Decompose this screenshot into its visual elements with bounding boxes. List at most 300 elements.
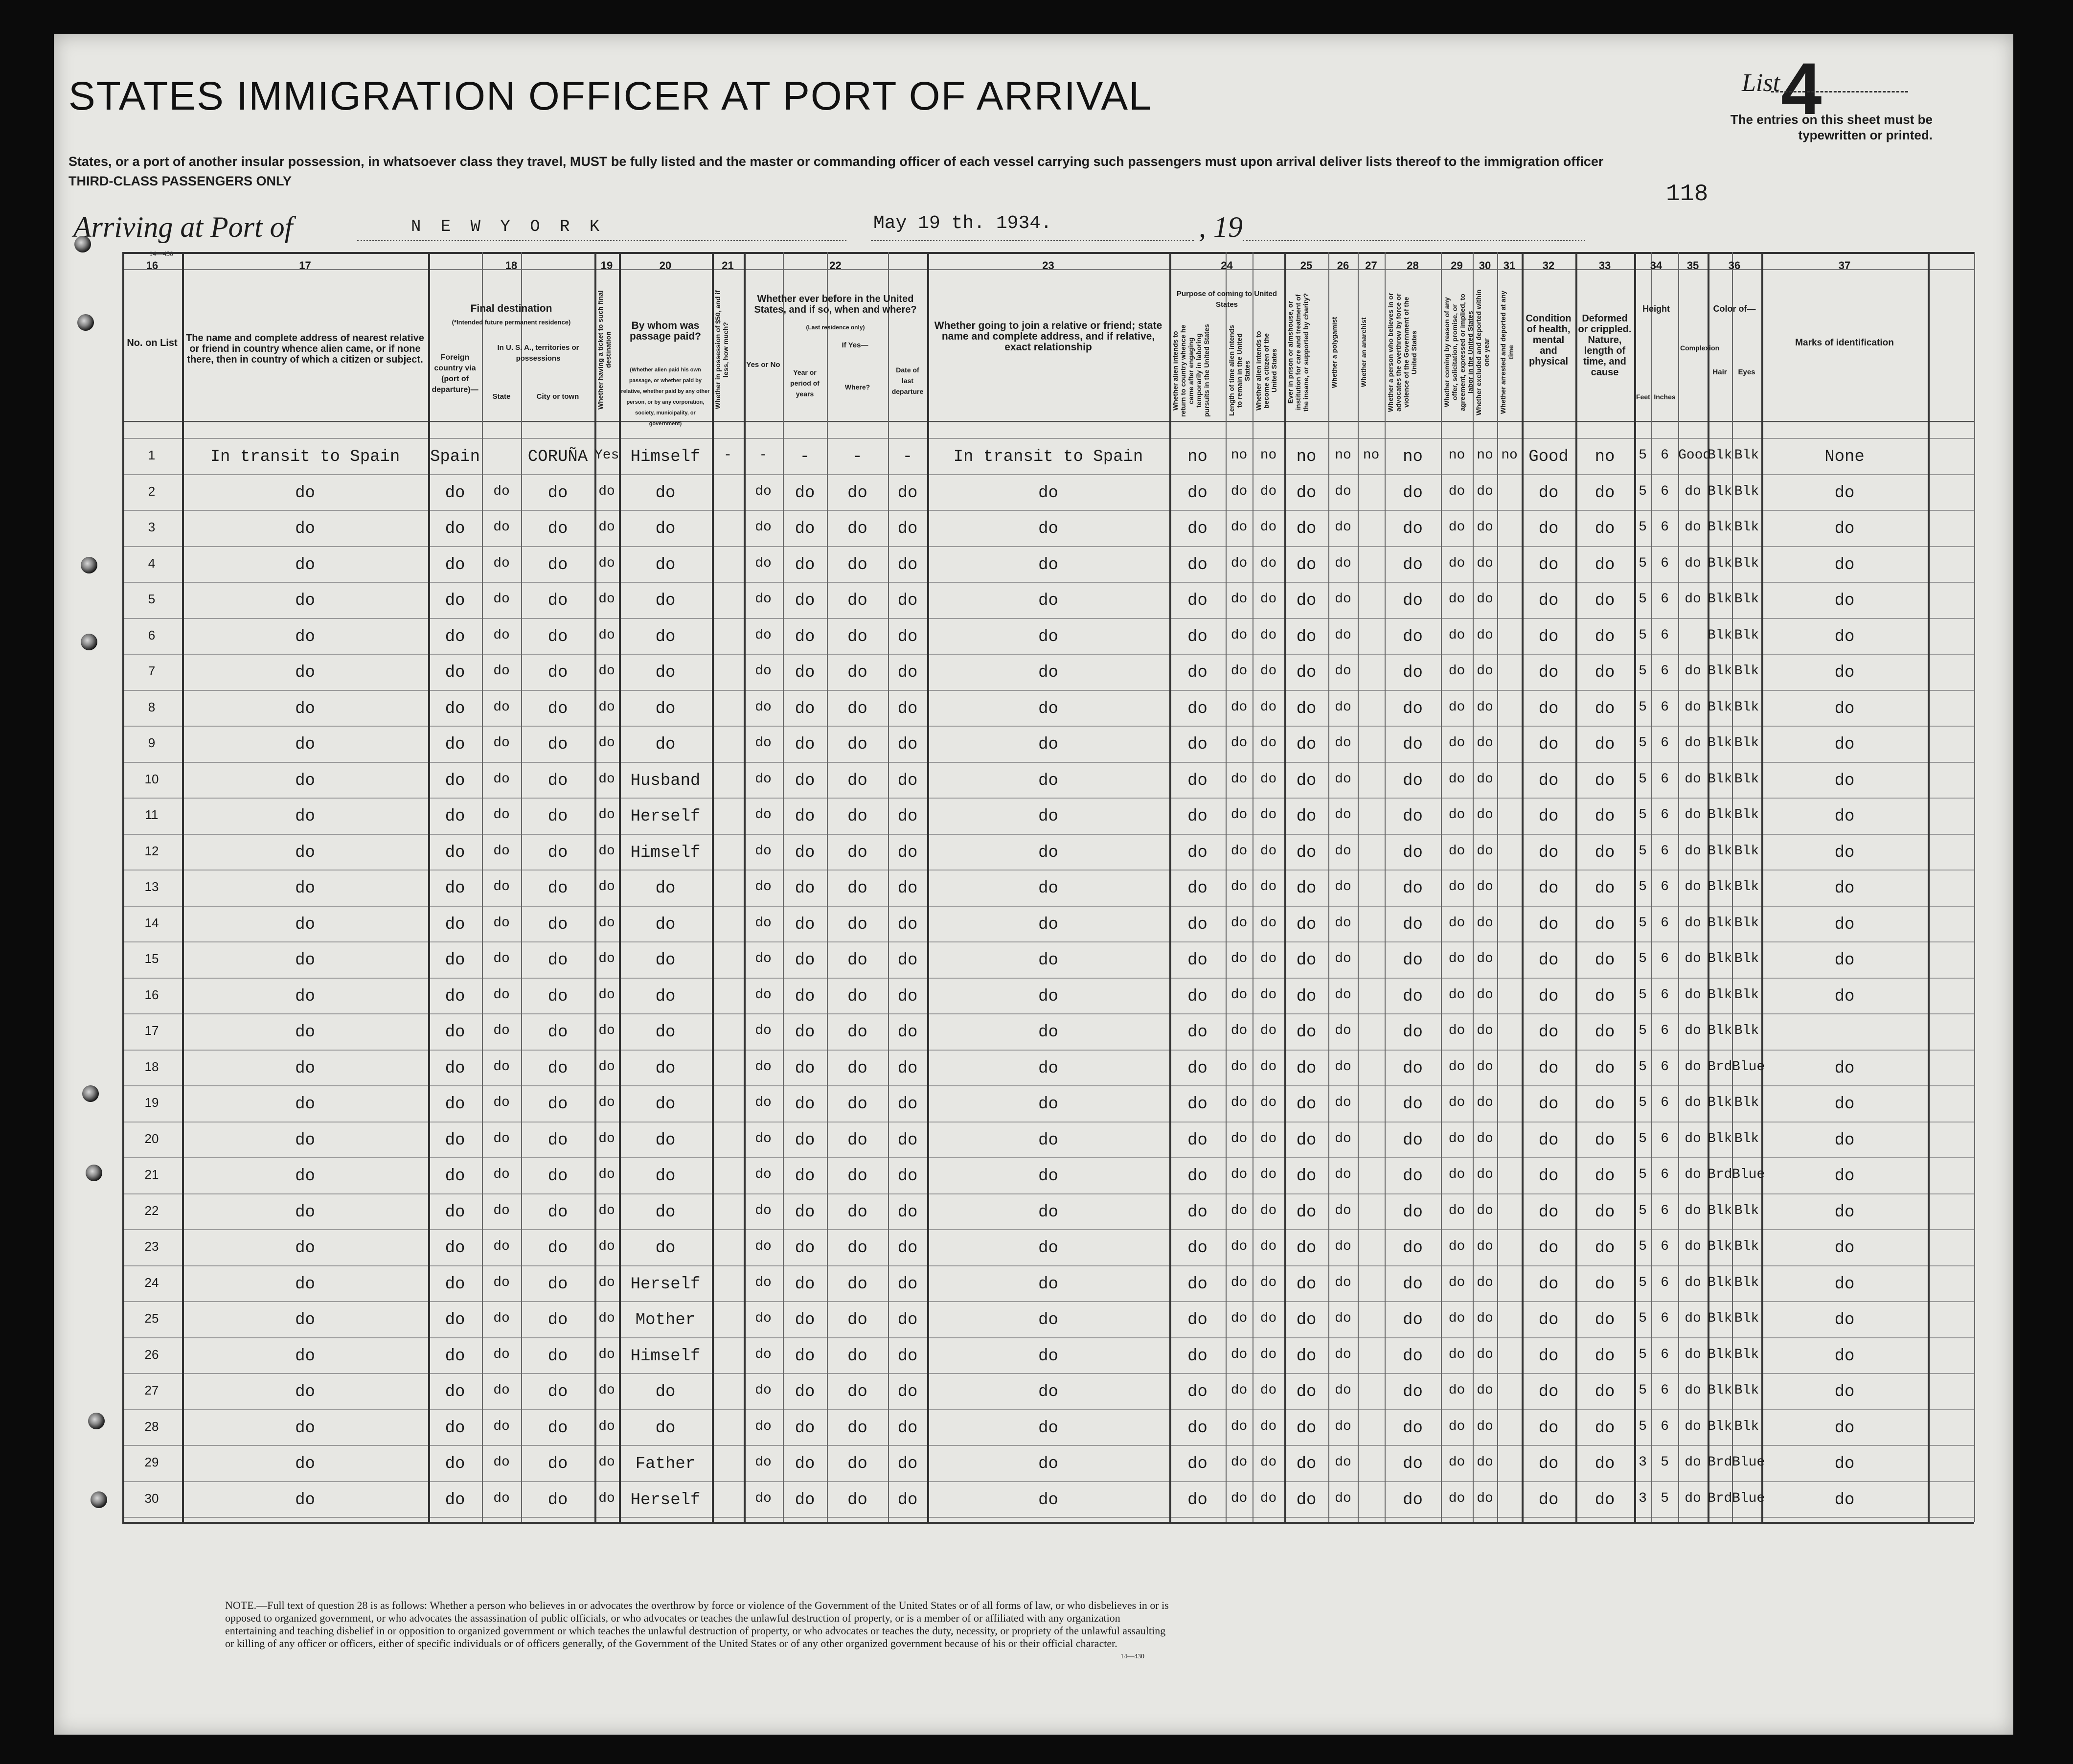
- cell-date: do: [897, 1059, 918, 1078]
- cell-state: do: [493, 916, 510, 931]
- cell-c28: do: [1403, 1095, 1423, 1114]
- column-heading: Whether excluded and deported within one year: [1475, 289, 1490, 415]
- cell-join: do: [1038, 592, 1058, 610]
- cell-c28: do: [1403, 916, 1423, 934]
- cell-eyes: Blk: [1734, 987, 1759, 1003]
- cell-feet: 5: [1639, 951, 1647, 966]
- cell-prison: do: [1296, 484, 1317, 503]
- cell-ticket: do: [598, 1491, 615, 1506]
- cell-hair: Blk: [1708, 1383, 1732, 1398]
- cell-p1: do: [1187, 1059, 1207, 1078]
- cell-hair: Blk: [1708, 1095, 1732, 1110]
- cell-marks: do: [1834, 1275, 1855, 1294]
- binding-hole: [86, 1165, 102, 1181]
- cell-state: do: [493, 1059, 510, 1075]
- cell-country: do: [445, 1095, 465, 1114]
- cell-c28: do: [1403, 1311, 1423, 1329]
- cell-ticket: do: [598, 951, 615, 966]
- cell-inches: 6: [1661, 1203, 1669, 1218]
- cell-c30: do: [1477, 1023, 1493, 1038]
- cell-deform: do: [1595, 700, 1615, 718]
- row-number: 26: [144, 1347, 159, 1362]
- cell-prison: do: [1296, 1203, 1317, 1222]
- cell-rel: do: [295, 916, 315, 934]
- cell-state: do: [493, 1131, 510, 1146]
- cell-health: do: [1538, 1059, 1559, 1078]
- cell-inches: 6: [1661, 951, 1669, 966]
- cell-rel: do: [295, 1419, 315, 1438]
- cell-feet: 5: [1639, 1059, 1647, 1075]
- binding-hole: [82, 1085, 99, 1102]
- cell-c30: do: [1477, 879, 1493, 894]
- cell-date: do: [897, 1131, 918, 1150]
- cell-p1: do: [1187, 844, 1207, 862]
- cell-city: do: [547, 1383, 568, 1401]
- cell-eyes: Blue: [1732, 1059, 1765, 1075]
- cell-c28: do: [1403, 1203, 1423, 1222]
- cell-year: do: [795, 556, 815, 574]
- cell-rel: do: [295, 1167, 315, 1186]
- cell-rel: do: [295, 951, 315, 970]
- cell-city: do: [547, 844, 568, 862]
- cell-paid: do: [655, 1383, 676, 1401]
- cell-health: do: [1538, 951, 1559, 970]
- cell-c30: do: [1477, 987, 1493, 1003]
- cell-country: do: [445, 556, 465, 574]
- cell-date: do: [897, 1491, 918, 1510]
- subtitle-class: THIRD-CLASS PASSENGERS ONLY: [68, 174, 292, 188]
- cell-date: do: [897, 916, 918, 934]
- cell-p2: do: [1230, 1167, 1248, 1182]
- column-heading: Whether going to join a relative or friend; state name and complete address, and if relative, exact relationship: [934, 320, 1162, 353]
- cell-where: do: [847, 1167, 867, 1186]
- column-heading: Purpose of coming to United States: [1177, 290, 1277, 309]
- cell-join: do: [1038, 1203, 1058, 1222]
- cell-p2: do: [1230, 1419, 1248, 1434]
- cell-deform: do: [1595, 1167, 1615, 1186]
- cell-complexion: do: [1685, 592, 1701, 607]
- cell-feet: 5: [1639, 1419, 1647, 1434]
- cell-marks: do: [1834, 1203, 1855, 1222]
- cell-paid: Himself: [630, 448, 701, 466]
- cell-inches: 6: [1661, 844, 1669, 859]
- column-heading: Hair: [1712, 368, 1727, 376]
- cell-marks: do: [1834, 556, 1855, 574]
- cell-p1: do: [1187, 1131, 1207, 1150]
- cell-poly: no: [1335, 448, 1351, 463]
- row-rule: [122, 1301, 1974, 1302]
- cell-year: do: [795, 664, 815, 682]
- cell-country: do: [445, 987, 465, 1006]
- cell-country: do: [445, 520, 465, 538]
- cell-inches: 6: [1661, 1347, 1669, 1362]
- cell-complexion: do: [1685, 844, 1701, 859]
- cell-join: do: [1038, 1455, 1058, 1473]
- cell-c29: do: [1448, 556, 1465, 571]
- column-number: 25: [1300, 259, 1313, 272]
- cell-health: do: [1538, 987, 1559, 1006]
- cell-hair: Brd: [1708, 1167, 1732, 1182]
- cell-date: do: [897, 484, 918, 503]
- cell-city: do: [547, 700, 568, 718]
- cell-health: do: [1538, 772, 1559, 790]
- cell-date: do: [897, 520, 918, 538]
- cell-p1: do: [1187, 628, 1207, 646]
- cell-health: do: [1538, 664, 1559, 682]
- row-number: 9: [148, 735, 156, 750]
- cell-health: do: [1538, 1455, 1559, 1473]
- cell-hair: Blk: [1708, 664, 1732, 679]
- cell-country: do: [445, 1131, 465, 1150]
- cell-prison: do: [1296, 772, 1317, 790]
- cell-c30: do: [1477, 1455, 1493, 1470]
- cell-feet: 5: [1639, 484, 1647, 499]
- cell-where: do: [847, 807, 867, 826]
- cell-p3: do: [1260, 664, 1277, 679]
- cell-feet: 5: [1639, 448, 1647, 463]
- cell-year: do: [795, 772, 815, 790]
- cell-city: do: [547, 664, 568, 682]
- cell-before: do: [755, 1239, 772, 1254]
- cell-join: do: [1038, 735, 1058, 754]
- cell-country: do: [445, 772, 465, 790]
- cell-year: do: [795, 735, 815, 754]
- cell-inches: 6: [1661, 1059, 1669, 1075]
- cell-date: -: [902, 448, 913, 466]
- cell-marks: do: [1834, 1347, 1855, 1366]
- date-value: May 19 th. 1934.: [873, 213, 1052, 234]
- row-rule: [122, 438, 1974, 439]
- cell-poly: do: [1335, 1023, 1351, 1038]
- cell-where: do: [847, 484, 867, 503]
- cell-where: do: [847, 844, 867, 862]
- cell-prison: do: [1296, 628, 1317, 646]
- cell-where: do: [847, 700, 867, 718]
- column-rule: [1974, 252, 1975, 1522]
- cell-feet: 5: [1639, 844, 1647, 859]
- cell-paid: do: [655, 484, 676, 503]
- cell-inches: 6: [1661, 484, 1669, 499]
- cell-eyes: Blk: [1734, 484, 1759, 499]
- cell-p3: do: [1260, 987, 1277, 1003]
- cell-complexion: do: [1685, 1131, 1701, 1146]
- cell-c30: do: [1477, 916, 1493, 931]
- cell-state: do: [493, 1383, 510, 1398]
- cell-feet: 5: [1639, 807, 1647, 823]
- cell-feet: 5: [1639, 1203, 1647, 1218]
- cell-p3: do: [1260, 735, 1277, 751]
- cell-c29: do: [1448, 1203, 1465, 1218]
- cell-c28: do: [1403, 879, 1423, 898]
- cell-c29: do: [1448, 628, 1465, 643]
- cell-c28: do: [1403, 592, 1423, 610]
- cell-deform: do: [1595, 592, 1615, 610]
- cell-p2: do: [1230, 1203, 1248, 1218]
- cell-deform: do: [1595, 1095, 1615, 1114]
- cell-country: do: [445, 1275, 465, 1294]
- row-rule: [122, 1373, 1974, 1374]
- cell-c29: do: [1448, 1347, 1465, 1362]
- cell-where: do: [847, 772, 867, 790]
- cell-state: do: [493, 987, 510, 1003]
- row-number: 7: [148, 664, 156, 678]
- cell-c28: do: [1403, 987, 1423, 1006]
- cell-prison: do: [1296, 1095, 1317, 1114]
- cell-year: do: [795, 1131, 815, 1150]
- cell-p1: do: [1187, 1383, 1207, 1401]
- cell-paid: Herself: [630, 1491, 701, 1510]
- column-heading: Ever in prison or almshouse, or institution for care and treatment of the insane, or supported by charity?: [1286, 293, 1310, 412]
- cell-hair: Blk: [1708, 520, 1732, 535]
- cell-feet: 5: [1639, 1311, 1647, 1326]
- cell-date: do: [897, 1455, 918, 1473]
- column-heading: Whether coming by reason of any offer, solicitation, promise, or agreement, expressed or implied, to labor in the United States: [1443, 294, 1474, 411]
- column-heading: Date of last departure: [891, 366, 924, 395]
- row-number: 13: [144, 879, 159, 894]
- cell-p1: do: [1187, 1239, 1207, 1258]
- column-heading: Whether alien intends to become a citizen of the United States: [1254, 331, 1278, 411]
- row-number: 21: [144, 1167, 159, 1182]
- cell-where: do: [847, 879, 867, 898]
- cell-rel: In transit to Spain: [210, 448, 400, 466]
- cell-prison: do: [1296, 1347, 1317, 1366]
- cell-c29: do: [1448, 520, 1465, 535]
- column-number: 18: [505, 259, 518, 272]
- cell-poly: do: [1335, 916, 1351, 931]
- cell-eyes: Blk: [1734, 916, 1759, 931]
- row-number: 11: [145, 807, 159, 822]
- cell-c29: do: [1448, 664, 1465, 679]
- cell-p3: do: [1260, 520, 1277, 535]
- row-rule: [122, 1229, 1974, 1230]
- cell-eyes: Blue: [1732, 1167, 1765, 1182]
- cell-p3: do: [1260, 700, 1277, 715]
- row-number: 16: [144, 987, 159, 1002]
- cell-eyes: Blk: [1734, 592, 1759, 607]
- cell-health: do: [1538, 1167, 1559, 1186]
- cell-city: do: [547, 807, 568, 826]
- cell-where: do: [847, 664, 867, 682]
- cell-country: do: [445, 484, 465, 503]
- cell-where: do: [847, 916, 867, 934]
- cell-p3: do: [1260, 1059, 1277, 1075]
- cell-ticket: do: [598, 628, 615, 643]
- column-number: 31: [1503, 259, 1516, 272]
- cell-p1: do: [1187, 1275, 1207, 1294]
- cell-before: do: [755, 1455, 772, 1470]
- cell-where: do: [847, 1311, 867, 1329]
- cell-where: do: [847, 1095, 867, 1114]
- cell-year: do: [795, 1383, 815, 1401]
- cell-rel: do: [295, 1491, 315, 1510]
- cell-year: do: [795, 1095, 815, 1114]
- cell-before: do: [755, 1023, 772, 1038]
- cell-ticket: do: [598, 1059, 615, 1075]
- cell-rel: do: [295, 1239, 315, 1258]
- cell-paid: Father: [635, 1455, 696, 1473]
- cell-hair: Blk: [1708, 1203, 1732, 1218]
- cell-poly: do: [1335, 1095, 1351, 1110]
- cell-country: do: [445, 844, 465, 862]
- cell-hair: Blk: [1708, 448, 1732, 463]
- cell-poly: do: [1335, 735, 1351, 751]
- cell-p2: do: [1230, 916, 1248, 931]
- cell-ticket: do: [598, 1203, 615, 1218]
- cell-marks: do: [1834, 1491, 1855, 1510]
- cell-date: do: [897, 1419, 918, 1438]
- cell-rel: do: [295, 1455, 315, 1473]
- cell-p1: do: [1187, 700, 1207, 718]
- cell-prison: no: [1296, 448, 1317, 466]
- row-number: 29: [144, 1455, 159, 1469]
- cell-complexion: do: [1685, 735, 1701, 751]
- cell-c29: do: [1448, 1275, 1465, 1290]
- sheet-instructions: The entries on this sheet must be typewritten or printed.: [1730, 112, 1933, 142]
- cell-marks: do: [1834, 700, 1855, 718]
- cell-poly: do: [1335, 628, 1351, 643]
- cell-feet: 3: [1639, 1455, 1647, 1470]
- cell-poly: do: [1335, 592, 1351, 607]
- cell-deform: do: [1595, 556, 1615, 574]
- cell-p2: do: [1230, 1239, 1248, 1254]
- cell-deform: do: [1595, 1455, 1615, 1473]
- cell-c28: do: [1403, 1347, 1423, 1366]
- cell-complexion: do: [1685, 1239, 1701, 1254]
- cell-city: do: [547, 916, 568, 934]
- cell-ticket: do: [598, 1167, 615, 1182]
- cell-state: do: [493, 1023, 510, 1038]
- cell-feet: 5: [1639, 1095, 1647, 1110]
- cell-rel: do: [295, 700, 315, 718]
- cell-p3: do: [1260, 1275, 1277, 1290]
- cell-feet: 5: [1639, 520, 1647, 535]
- cell-c28: do: [1403, 628, 1423, 646]
- cell-poly: do: [1335, 1131, 1351, 1146]
- cell-eyes: Blue: [1732, 1491, 1765, 1506]
- cell-year: do: [795, 592, 815, 610]
- column-heading: State: [492, 392, 511, 401]
- column-heading: Whether ever before in the United States, and if so, when and where?: [754, 294, 917, 315]
- cell-ticket: do: [598, 1095, 615, 1110]
- cell-prison: do: [1296, 1131, 1317, 1150]
- cell-complexion: do: [1685, 1095, 1701, 1110]
- cell-paid: do: [655, 664, 676, 682]
- cell-p2: do: [1230, 1095, 1248, 1110]
- cell-before: do: [755, 1275, 772, 1290]
- column-heading: Whether an anarchist: [1360, 317, 1367, 388]
- cell-complexion: do: [1685, 879, 1701, 894]
- cell-country: do: [445, 628, 465, 646]
- cell-p3: do: [1260, 628, 1277, 643]
- cell-before: do: [755, 772, 772, 787]
- cell-before: do: [755, 807, 772, 823]
- binding-hole: [77, 314, 94, 331]
- cell-p2: do: [1230, 1383, 1248, 1398]
- cell-date: do: [897, 556, 918, 574]
- cell-before: do: [755, 987, 772, 1003]
- cell-country: do: [445, 664, 465, 682]
- cell-hair: Blk: [1708, 592, 1732, 607]
- cell-hair: Blk: [1708, 628, 1732, 643]
- cell-poly: do: [1335, 1419, 1351, 1434]
- cell-inches: 6: [1661, 1023, 1669, 1038]
- cell-health: do: [1538, 1239, 1559, 1258]
- column-heading: Marks of identification: [1795, 338, 1894, 348]
- cell-eyes: Blk: [1734, 1203, 1759, 1218]
- cell-prison: do: [1296, 951, 1317, 970]
- cell-deform: do: [1595, 1383, 1615, 1401]
- row-rule: [122, 762, 1974, 763]
- column-heading: Condition of health, mental and physical: [1526, 313, 1572, 367]
- cell-hair: Brd: [1708, 1059, 1732, 1075]
- cell-country: do: [445, 1491, 465, 1510]
- cell-join: do: [1038, 987, 1058, 1006]
- year-underline: [1243, 240, 1585, 241]
- cell-feet: 5: [1639, 1131, 1647, 1146]
- date-underline: [871, 240, 1194, 241]
- cell-before: do: [755, 879, 772, 894]
- cell-health: do: [1538, 556, 1559, 574]
- cell-hair: Blk: [1708, 1239, 1732, 1254]
- cell-c29: do: [1448, 735, 1465, 751]
- cell-poly: do: [1335, 807, 1351, 823]
- column-heading: Yes or No: [746, 361, 780, 369]
- cell-join: do: [1038, 807, 1058, 826]
- list-label: List: [1742, 69, 1780, 97]
- cell-feet: 5: [1639, 628, 1647, 643]
- cell-ticket: do: [598, 772, 615, 787]
- cell-join: do: [1038, 1383, 1058, 1401]
- cell-p2: do: [1230, 484, 1248, 499]
- cell-date: do: [897, 951, 918, 970]
- cell-poly: do: [1335, 1455, 1351, 1470]
- cell-c29: do: [1448, 1491, 1465, 1506]
- cell-before: do: [755, 1419, 772, 1434]
- cell-c28: do: [1403, 1275, 1423, 1294]
- cell-state: do: [493, 807, 510, 823]
- cell-city: do: [547, 592, 568, 610]
- cell-date: do: [897, 1095, 918, 1114]
- cell-c30: do: [1477, 844, 1493, 859]
- cell-state: do: [493, 1311, 510, 1326]
- cell-c30: do: [1477, 807, 1493, 823]
- row-rule: [122, 870, 1974, 871]
- cell-poly: do: [1335, 520, 1351, 535]
- cell-where: do: [847, 628, 867, 646]
- cell-p1: do: [1187, 807, 1207, 826]
- cell-inches: 5: [1661, 1455, 1669, 1470]
- row-number: 14: [144, 916, 159, 930]
- cell-prison: do: [1296, 735, 1317, 754]
- cell-date: do: [897, 1023, 918, 1042]
- row-number: 10: [144, 772, 159, 786]
- cell-paid: do: [655, 1203, 676, 1222]
- cell-p3: do: [1260, 879, 1277, 894]
- cell-prison: do: [1296, 664, 1317, 682]
- cell-eyes: Blk: [1734, 1383, 1759, 1398]
- cell-year: do: [795, 700, 815, 718]
- cell-prison: do: [1296, 916, 1317, 934]
- cell-marks: do: [1834, 772, 1855, 790]
- cell-join: do: [1038, 556, 1058, 574]
- cell-before: do: [755, 520, 772, 535]
- row-rule: [122, 690, 1974, 691]
- cell-deform: do: [1595, 772, 1615, 790]
- cell-paid: do: [655, 1023, 676, 1042]
- cell-prison: do: [1296, 1059, 1317, 1078]
- cell-marks: do: [1834, 879, 1855, 898]
- cell-c28: do: [1403, 1059, 1423, 1078]
